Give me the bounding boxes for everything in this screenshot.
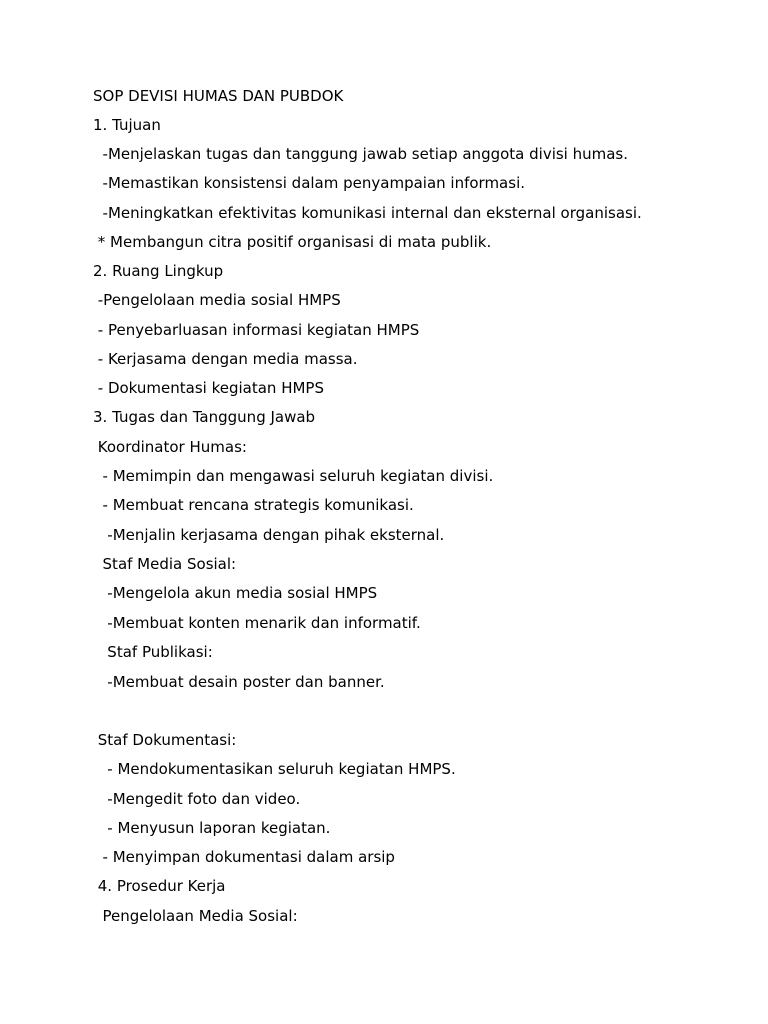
document-line: -Mengedit foto dan video. (93, 790, 301, 808)
role-heading: Staf Publikasi: (93, 643, 213, 661)
section-heading: 3. Tugas dan Tanggung Jawab (93, 408, 316, 426)
document-line: -Memastikan konsistensi dalam penyampaian informasi. (93, 174, 526, 192)
document-line: * Membangun citra positif organisasi di mata publik. (93, 233, 492, 251)
section-heading: 2. Ruang Lingkup (93, 262, 224, 280)
document-line: - Dokumentasi kegiatan HMPS (93, 379, 324, 397)
document-line: - Membuat rencana strategis komunikasi. (93, 496, 414, 514)
document-line: -Membuat konten menarik dan informatif. (93, 614, 421, 632)
section-heading: 1. Tujuan (93, 116, 161, 134)
document-line: - Menyusun laporan kegiatan. (93, 819, 331, 837)
document-title: SOP DEVISI HUMAS DAN PUBDOK (93, 87, 344, 105)
document-line: -Membuat desain poster dan banner. (93, 673, 385, 691)
role-heading: Staf Media Sosial: (93, 555, 237, 573)
document-line: -Pengelolaan media sosial HMPS (93, 291, 341, 309)
document-line: -Mengelola akun media sosial HMPS (93, 584, 378, 602)
document-line: -Menjelaskan tugas dan tanggung jawab setiap anggota divisi humas. (93, 145, 629, 163)
document-line: -Meningkatkan efektivitas komunikasi internal dan eksternal organisasi. (93, 204, 642, 222)
document-line: - Menyimpan dokumentasi dalam arsip (93, 848, 395, 866)
document-line: - Kerjasama dengan media massa. (93, 350, 358, 368)
document-line: - Memimpin dan mengawasi seluruh kegiatan divisi. (93, 467, 494, 485)
section-heading: 4. Prosedur Kerja (93, 877, 226, 895)
document-line: - Penyebarluasan informasi kegiatan HMPS (93, 321, 420, 339)
document-line: -Menjalin kerjasama dengan pihak eksternal. (93, 526, 445, 544)
role-heading: Koordinator Humas: (93, 438, 247, 456)
role-heading: Staf Dokumentasi: (93, 731, 237, 749)
document-line: - Mendokumentasikan seluruh kegiatan HMPS. (93, 760, 456, 778)
role-heading: Pengelolaan Media Sosial: (93, 907, 298, 925)
